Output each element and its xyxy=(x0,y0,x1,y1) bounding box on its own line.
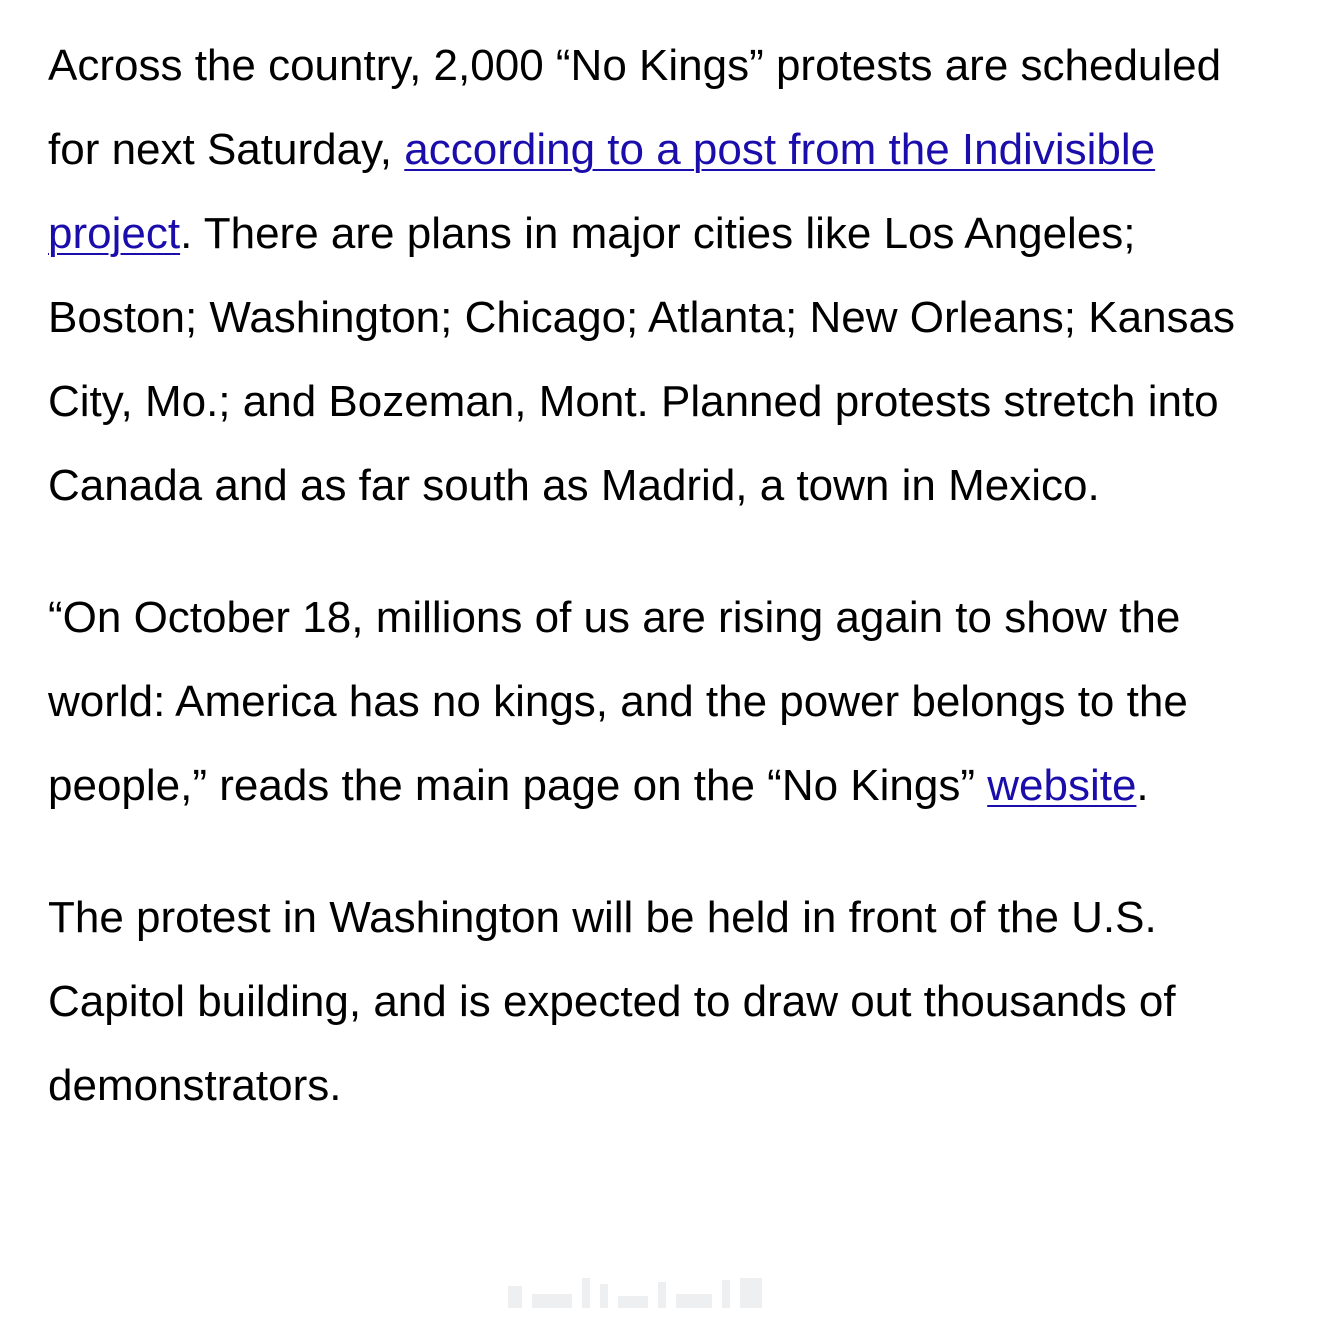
paragraph-2 xyxy=(48,576,1278,828)
paragraph-3 xyxy=(48,876,1278,1128)
paragraph-2-text-start: “On October 18, millions of us are rising again to show the world: America has no kings, and the power belongs to the people,” reads the main page on the “No Kings” xyxy=(48,593,1188,810)
no-kings-website-link[interactable]: website xyxy=(987,761,1137,810)
paragraph-1-text-start: Across the country, 2,000 “No Kings” protests are scheduled for next Saturday, xyxy=(48,41,1222,174)
article-body xyxy=(48,24,1278,1176)
paragraph-1-text-end: . There are plans in major cities like Los Angeles; Boston; Washington; Chicago; Atlanta; New Orleans; Kansas City, Mo.; and Bozeman, Mont. Planned protests stretch into Canada and as far south as Madrid, a town in Mexico. xyxy=(48,209,1236,510)
paragraph-1 xyxy=(48,24,1278,528)
faded-watermark xyxy=(508,1272,804,1308)
indivisible-post-link[interactable]: according to a post from the Indivisible project xyxy=(48,125,1156,258)
paragraph-2-text-end: . xyxy=(1136,761,1149,810)
paragraph-3-text: The protest in Washington will be held in front of the U.S. Capitol building, and is expected to draw out thousands of demonstrators. xyxy=(48,893,1176,1110)
